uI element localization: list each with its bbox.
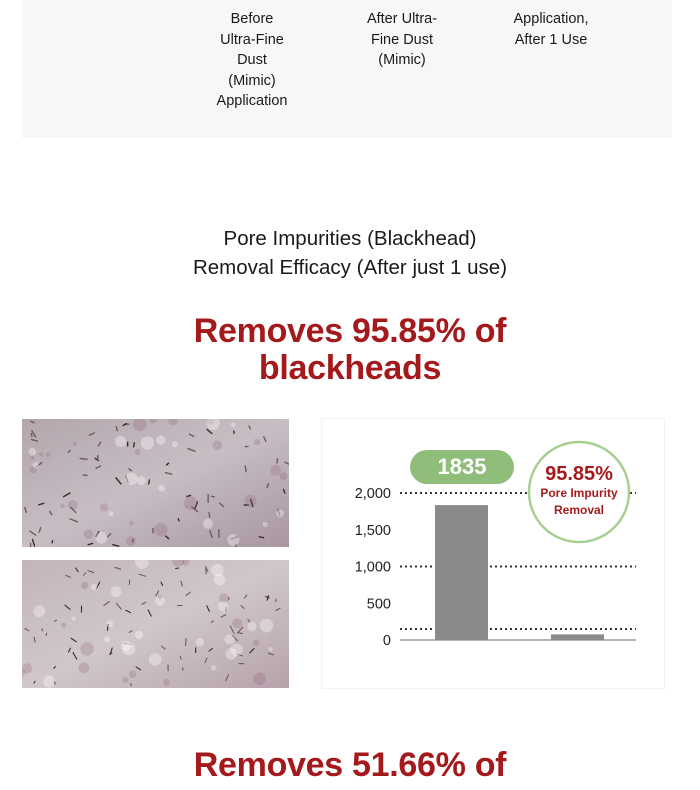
removal-label-line-2: Removal [553, 503, 605, 517]
y-tick-label: 1,000 [354, 559, 391, 576]
removal-percent: 95.85% [545, 463, 613, 485]
value-badge: 1835 [437, 454, 487, 479]
bar-before [435, 505, 488, 640]
after-one-use-label: Application, After 1 Use [513, 11, 589, 48]
after-dust-label: After Ultra- Fine Dust (Mimic) [366, 11, 438, 68]
blackhead-removal-headline: Removes 95.85% of blackheads [193, 312, 507, 387]
before-label: Before Ultra-Fine Dust (Mimic) Application [216, 11, 288, 109]
section-heading: Pore Impurities (Blackhead) Removal Efficacy (After just 1 use) [192, 227, 508, 279]
y-tick-label: 1,500 [354, 522, 391, 539]
y-tick-label: 500 [366, 596, 391, 613]
bar-after [551, 634, 604, 640]
y-tick-label: 0 [382, 633, 391, 649]
removal-label-line-1: Pore Impurity [540, 486, 618, 500]
skin-closeup-before [22, 419, 289, 547]
comparison-header-panel [22, 0, 672, 138]
next-section-headline: Removes 51.66% of [193, 746, 507, 784]
skin-closeup-after [22, 560, 289, 688]
bar-chart [322, 419, 664, 688]
y-tick-label: 2,000 [354, 486, 391, 502]
blackhead-chart [322, 419, 664, 688]
